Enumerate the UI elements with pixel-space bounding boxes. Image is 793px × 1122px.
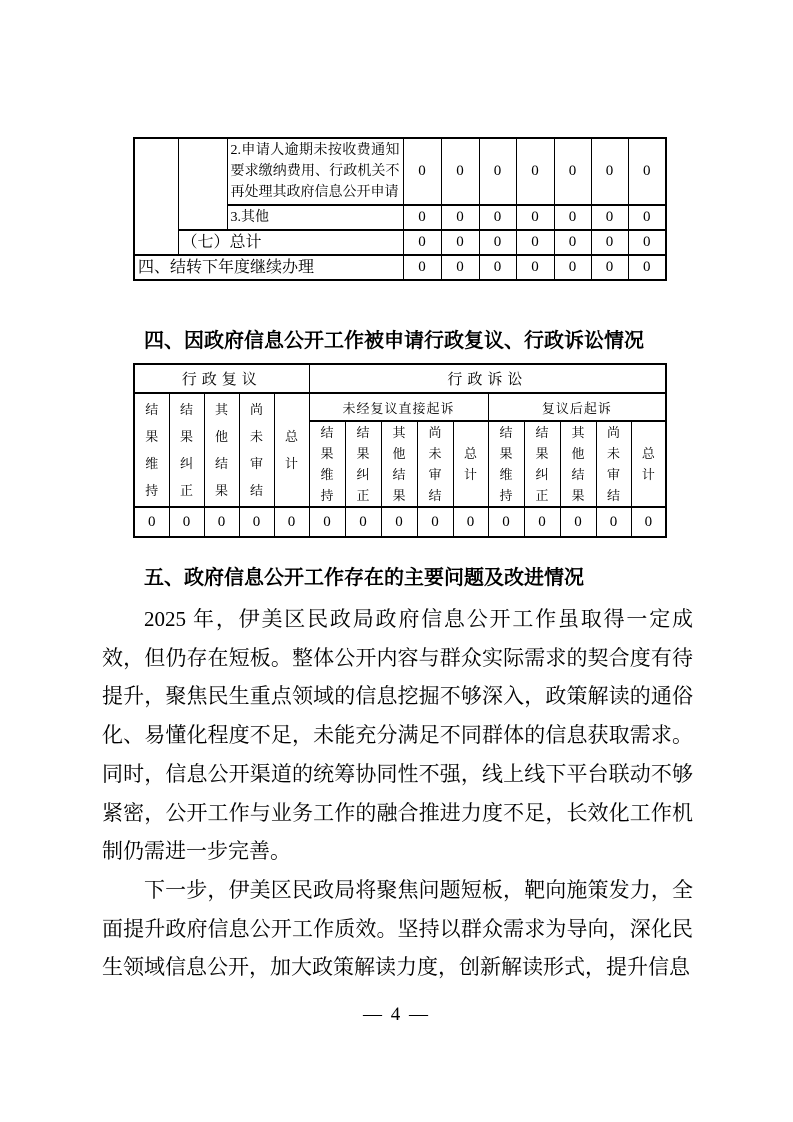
value-cell: 0 [596, 507, 631, 537]
value-cell: 0 [479, 255, 516, 280]
value-cell: 0 [554, 205, 591, 230]
table-row [134, 393, 666, 421]
value-cell: 0 [479, 230, 516, 255]
column-header: 尚未审结 [239, 393, 274, 507]
value-cell: 0 [441, 230, 479, 255]
section4-heading: 四、因政府信息公开工作被申请行政复议、行政诉讼情况 [144, 330, 644, 352]
value-cell: 0 [631, 507, 666, 537]
value-cell: 0 [628, 138, 666, 205]
value-cell: 0 [134, 507, 169, 537]
value-cell: 0 [309, 507, 345, 537]
paragraph: 下一步，伊美区民政局将聚焦问题短板，靶向施策发力，全面提升政府信息公开工作质效。坚持以群众需求为导向，深化民生领域信息公开，加大政策解读力度，创新解读形式，提升信息 [102, 877, 693, 980]
column-group-litigation: 行政诉讼 [309, 364, 666, 393]
value-cell: 0 [403, 230, 441, 255]
table-row [134, 230, 666, 255]
value-cell: 0 [516, 138, 554, 205]
value-cell: 0 [441, 138, 479, 205]
value-cell: 0 [591, 255, 628, 280]
table-row [134, 138, 666, 205]
column-header: 结果纠正 [524, 421, 560, 507]
column-header: 结果维持 [488, 421, 524, 507]
value-cell: 0 [560, 507, 596, 537]
column-header: 其他结果 [560, 421, 596, 507]
row-label: 四、结转下年度继续办理 [134, 255, 403, 280]
review-litigation-table [133, 363, 667, 538]
value-cell: 0 [628, 255, 666, 280]
value-cell: 0 [628, 230, 666, 255]
value-cell: 0 [554, 138, 591, 205]
column-header: 其他结果 [204, 393, 239, 507]
subgroup-after-review-lawsuit: 复议后起诉 [488, 393, 666, 421]
column-header: 总计 [631, 421, 666, 507]
table-row [134, 507, 666, 537]
value-cell: 0 [554, 230, 591, 255]
value-cell: 0 [516, 230, 554, 255]
value-cell: 0 [591, 138, 628, 205]
column-header: 总计 [453, 421, 488, 507]
column-header: 尚未审结 [596, 421, 631, 507]
value-cell: 0 [274, 507, 309, 537]
value-cell: 0 [204, 507, 239, 537]
value-cell: 0 [403, 255, 441, 280]
value-cell: 0 [441, 255, 479, 280]
value-cell: 0 [381, 507, 417, 537]
column-header: 结果纠正 [345, 421, 381, 507]
value-cell: 0 [239, 507, 274, 537]
value-cell: 0 [516, 255, 554, 280]
value-cell: 0 [345, 507, 381, 537]
section5-body [102, 600, 693, 987]
row-label: （七）总计 [178, 230, 403, 255]
table-row [134, 255, 666, 280]
section5-heading: 五、政府信息公开工作存在的主要问题及改进情况 [144, 567, 584, 589]
carryover-table [133, 137, 667, 281]
value-cell: 0 [591, 230, 628, 255]
row-label: 2.申请人逾期未按收费通知要求缴纳费用、行政机关不再处理其政府信息公开申请 [227, 138, 403, 205]
value-cell: 0 [554, 255, 591, 280]
column-header: 总计 [274, 393, 309, 507]
value-cell: 0 [403, 138, 441, 205]
column-header: 其他结果 [381, 421, 417, 507]
value-cell: 0 [169, 507, 204, 537]
page-number: — 4 — [363, 1004, 430, 1025]
empty-cell [134, 138, 178, 255]
value-cell: 0 [453, 507, 488, 537]
value-cell: 0 [591, 205, 628, 230]
value-cell: 0 [479, 138, 516, 205]
column-group-review: 行政复议 [134, 364, 309, 393]
row-label: 3.其他 [227, 205, 403, 230]
value-cell: 0 [479, 205, 516, 230]
subgroup-direct-lawsuit: 未经复议直接起诉 [309, 393, 488, 421]
empty-cell [178, 138, 227, 230]
table-row [134, 364, 666, 393]
value-cell: 0 [524, 507, 560, 537]
column-header: 结果纠正 [169, 393, 204, 507]
column-header: 结果维持 [309, 421, 345, 507]
value-cell: 0 [403, 205, 441, 230]
value-cell: 0 [488, 507, 524, 537]
column-header: 结果维持 [134, 393, 169, 507]
value-cell: 0 [516, 205, 554, 230]
value-cell: 0 [628, 205, 666, 230]
column-header: 尚未审结 [417, 421, 453, 507]
value-cell: 0 [441, 205, 479, 230]
paragraph: 2025 年，伊美区民政局政府信息公开工作虽取得一定成效，但仍存在短板。整体公开内容与群众实际需求的契合度有待提升，聚焦民生重点领域的信息挖掘不够深入，政策解读的通俗化、易懂化程度不足，未能充分满足不同群体的信息获取需求。同时，信息公开渠道的统筹协同性不强，线上线下平台联动不够紧密，公开工作与业务工作的融合推进力度不足，长效化工作机制仍需进一步完善。 [102, 607, 693, 864]
value-cell: 0 [417, 507, 453, 537]
